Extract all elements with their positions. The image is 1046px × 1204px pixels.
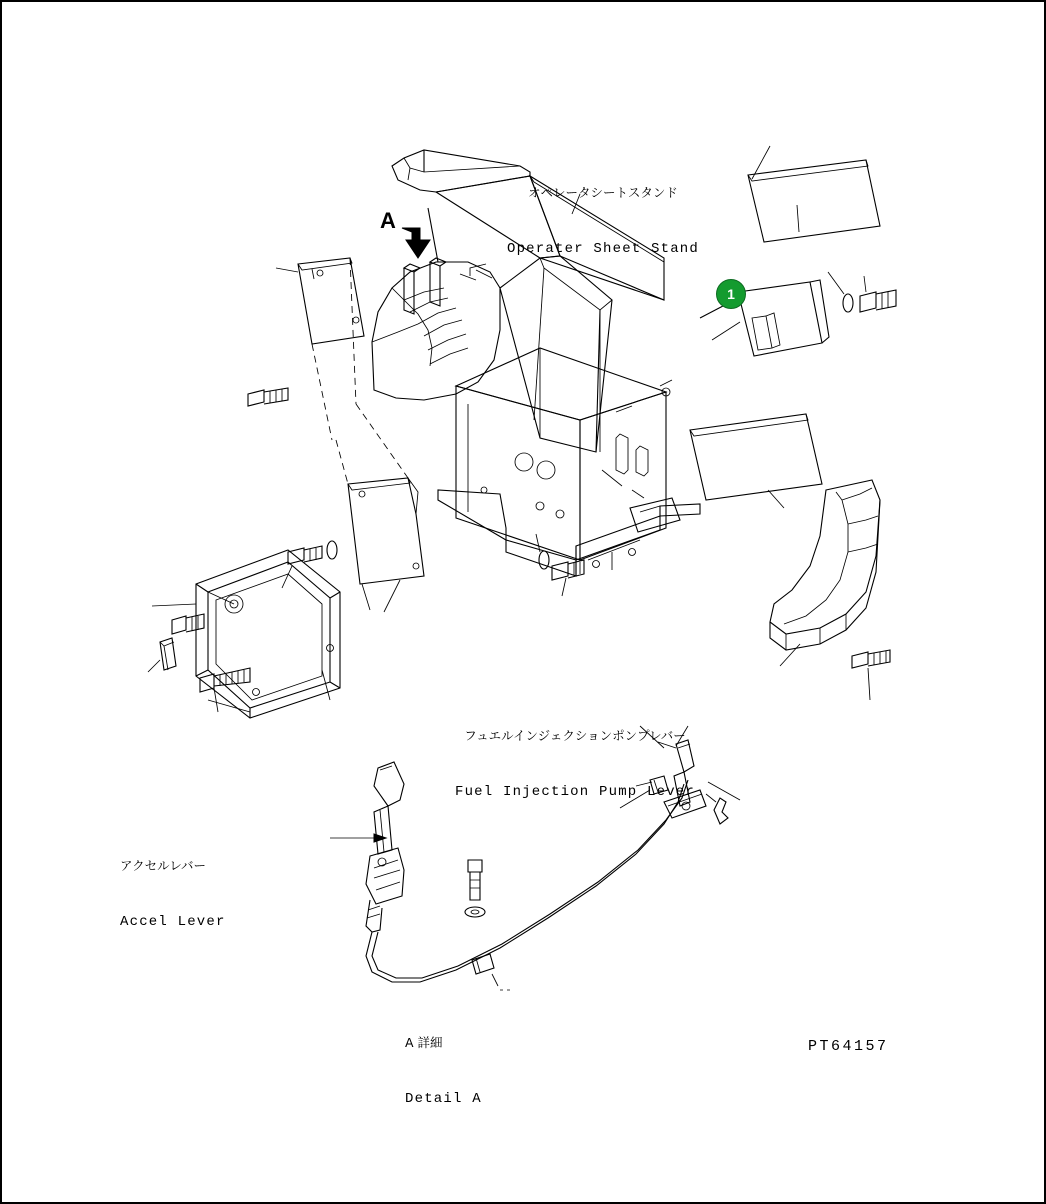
drawing-number: PT64157: [808, 1038, 889, 1055]
leader-line-4: [616, 406, 632, 412]
caption-fuel-lever-jp: フュエルインジェクションポンプレバー: [464, 728, 686, 743]
caption-seat-stand-en: Operater Sheet Stand: [506, 240, 700, 257]
caption-accel-lever-jp: アクセルレバー: [120, 858, 206, 873]
caption-operator-seat-stand: [413, 145, 793, 298]
caption-seat-stand-jp: オペレータシートスタンド: [528, 185, 678, 200]
lower-right-cover-panel: [690, 414, 822, 508]
leader-line-6: [602, 470, 622, 486]
leader-line-7: [632, 490, 644, 498]
front-frame-panel: [152, 550, 340, 718]
leader-line-8: [712, 322, 740, 340]
left-upper-side-panel: [276, 258, 364, 440]
caption-fuel-injection-pump-lever: [385, 688, 765, 841]
rubber-stopper-block: [148, 638, 176, 672]
caption-detail-a-jp: A 詳細: [405, 1035, 443, 1050]
caption-accel-lever-en: Accel Lever: [120, 913, 226, 930]
bolt-right-fender: [852, 650, 890, 700]
caption-accel-lever: [120, 818, 360, 971]
bolt-frame-upper: [172, 614, 204, 634]
section-label-a: A: [380, 208, 396, 233]
bolt-right-upper: [828, 272, 896, 312]
part-callout-1[interactable]: 1: [716, 279, 746, 309]
right-rear-fender: [770, 480, 880, 666]
caption-detail-a-en: Detail A: [405, 1090, 482, 1107]
caption-detail-a: [405, 995, 645, 1148]
caption-fuel-lever-en: Fuel Injection Pump Lever: [454, 783, 696, 800]
leader-line-5: [660, 380, 672, 386]
left-lower-side-panel: [336, 404, 424, 612]
bolt-left-upper: [248, 388, 288, 406]
